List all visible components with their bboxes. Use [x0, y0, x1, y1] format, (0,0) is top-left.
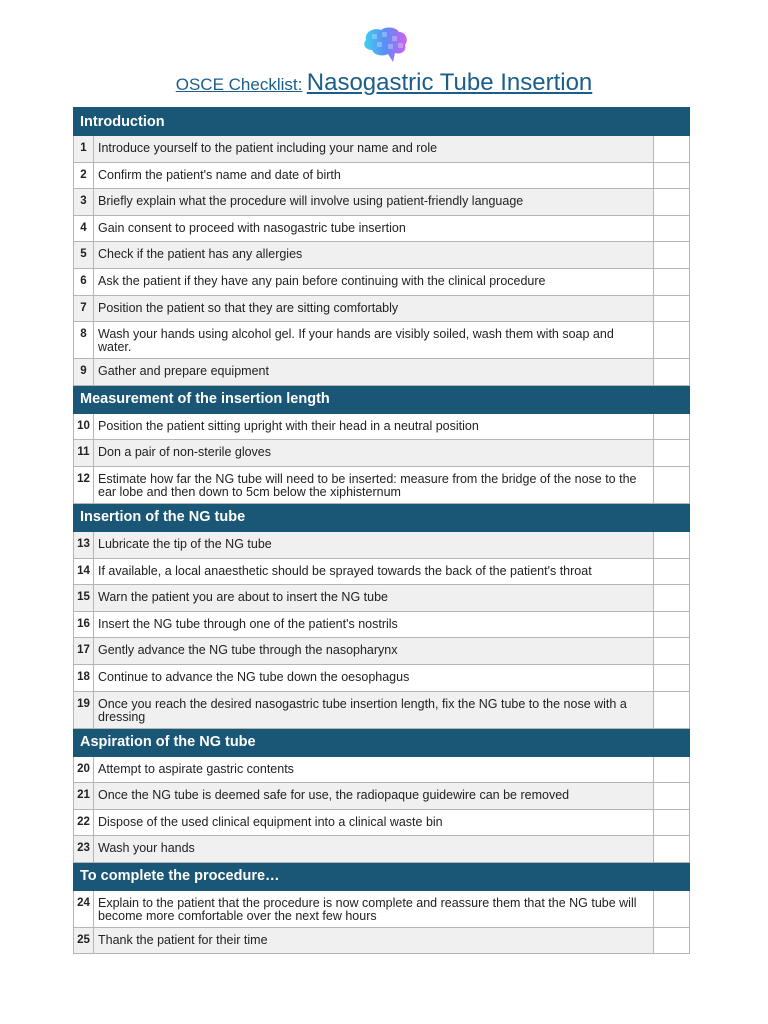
item-text: Continue to advance the NG tube down the oesophagus [94, 664, 654, 691]
item-text: Check if the patient has any allergies [94, 242, 654, 269]
checklist-row [74, 295, 690, 322]
item-checkbox[interactable] [653, 638, 689, 665]
item-checkbox[interactable] [653, 359, 689, 386]
item-checkbox[interactable] [653, 136, 689, 163]
item-text: Ask the patient if they have any pain before continuing with the clinical procedure [94, 268, 654, 295]
item-number: 19 [74, 691, 94, 728]
item-text: Gather and prepare equipment [94, 359, 654, 386]
item-checkbox[interactable] [653, 466, 689, 503]
checklist-row [74, 756, 690, 783]
section-header [74, 728, 690, 756]
checklist-row [74, 322, 690, 359]
item-text: Don a pair of non-sterile gloves [94, 440, 654, 467]
title-main: Nasogastric Tube Insertion [306, 69, 593, 96]
checklist-row [74, 691, 690, 728]
item-checkbox[interactable] [653, 611, 689, 638]
section-header [74, 108, 690, 136]
item-text: Position the patient so that they are sitting comfortably [94, 295, 654, 322]
checklist-body [74, 108, 690, 954]
item-text: Explain to the patient that the procedure is now complete and reassure them that the NG tube will become more comfortable over the next few hours [94, 890, 654, 927]
item-number: 22 [74, 809, 94, 836]
item-number: 20 [74, 756, 94, 783]
checklist-row [74, 927, 690, 954]
item-text: Insert the NG tube through one of the patient's nostrils [94, 611, 654, 638]
item-text: Wash your hands [94, 836, 654, 863]
item-number: 21 [74, 783, 94, 810]
section-header [74, 862, 690, 890]
item-number: 1 [74, 136, 94, 163]
item-checkbox[interactable] [653, 295, 689, 322]
item-number: 16 [74, 611, 94, 638]
item-text: Dispose of the used clinical equipment into a clinical waste bin [94, 809, 654, 836]
item-number: 2 [74, 162, 94, 189]
item-checkbox[interactable] [653, 413, 689, 440]
item-number: 4 [74, 215, 94, 242]
checklist-row [74, 558, 690, 585]
checklist-row [74, 268, 690, 295]
item-number: 10 [74, 413, 94, 440]
checklist-row [74, 638, 690, 665]
item-text: Estimate how far the NG tube will need to be inserted: measure from the bridge of the nose to the ear lobe and then down to 5cm below the xiphisternum [94, 466, 654, 503]
checklist-row [74, 466, 690, 503]
item-text: Once you reach the desired nasogastric tube insertion length, fix the NG tube to the nose with a dressing [94, 691, 654, 728]
item-number: 25 [74, 927, 94, 954]
checklist-row [74, 189, 690, 216]
item-text: Confirm the patient's name and date of birth [94, 162, 654, 189]
checklist-row [74, 611, 690, 638]
checklist-row [74, 413, 690, 440]
item-number: 18 [74, 664, 94, 691]
item-number: 8 [74, 322, 94, 359]
checklist-row [74, 531, 690, 558]
item-text: Once the NG tube is deemed safe for use, the radiopaque guidewire can be removed [94, 783, 654, 810]
item-checkbox[interactable] [653, 691, 689, 728]
item-number: 9 [74, 359, 94, 386]
item-text: Attempt to aspirate gastric contents [94, 756, 654, 783]
section-title: To complete the procedure… [74, 862, 690, 890]
item-text: Position the patient sitting upright with their head in a neutral position [94, 413, 654, 440]
item-text: If available, a local anaesthetic should be sprayed towards the back of the patient's throat [94, 558, 654, 585]
section-title: Introduction [74, 108, 690, 136]
item-text: Warn the patient you are about to insert the NG tube [94, 585, 654, 612]
item-text: Gain consent to proceed with nasogastric tube insertion [94, 215, 654, 242]
item-checkbox[interactable] [653, 531, 689, 558]
item-checkbox[interactable] [653, 162, 689, 189]
checklist-row [74, 440, 690, 467]
checklist-row [74, 242, 690, 269]
checklist-row [74, 136, 690, 163]
item-checkbox[interactable] [653, 927, 689, 954]
item-number: 11 [74, 440, 94, 467]
item-text: Gently advance the NG tube through the nasopharynx [94, 638, 654, 665]
checklist-row [74, 585, 690, 612]
item-text: Wash your hands using alcohol gel. If your hands are visibly soiled, wash them with soap and water. [94, 322, 654, 359]
item-number: 6 [74, 268, 94, 295]
item-number: 23 [74, 836, 94, 863]
section-title: Measurement of the insertion length [74, 385, 690, 413]
item-text: Briefly explain what the procedure will involve using patient-friendly language [94, 189, 654, 216]
checklist-row [74, 215, 690, 242]
item-number: 14 [74, 558, 94, 585]
checklist-row [74, 809, 690, 836]
item-number: 24 [74, 890, 94, 927]
item-number: 3 [74, 189, 94, 216]
section-title: Aspiration of the NG tube [74, 728, 690, 756]
checklist-table [73, 107, 690, 954]
section-header [74, 503, 690, 531]
item-checkbox[interactable] [653, 783, 689, 810]
item-checkbox[interactable] [653, 585, 689, 612]
item-checkbox[interactable] [653, 440, 689, 467]
checklist-row [74, 664, 690, 691]
item-checkbox[interactable] [653, 809, 689, 836]
item-checkbox[interactable] [653, 242, 689, 269]
item-number: 5 [74, 242, 94, 269]
item-number: 15 [74, 585, 94, 612]
item-checkbox[interactable] [653, 268, 689, 295]
checklist-row [74, 836, 690, 863]
item-text: Thank the patient for their time [94, 927, 654, 954]
page-title [0, 69, 768, 97]
item-text: Lubricate the tip of the NG tube [94, 531, 654, 558]
item-checkbox[interactable] [653, 322, 689, 359]
checklist-row [74, 890, 690, 927]
item-number: 13 [74, 531, 94, 558]
item-checkbox[interactable] [653, 756, 689, 783]
checklist-row [74, 359, 690, 386]
checklist-row [74, 783, 690, 810]
item-checkbox[interactable] [653, 215, 689, 242]
item-checkbox[interactable] [653, 664, 689, 691]
title-prefix: OSCE Checklist: [175, 75, 303, 94]
item-checkbox[interactable] [653, 836, 689, 863]
checklist-row [74, 162, 690, 189]
item-number: 12 [74, 466, 94, 503]
item-checkbox[interactable] [653, 890, 689, 927]
brain-logo-icon [360, 26, 410, 66]
item-text: Introduce yourself to the patient including your name and role [94, 136, 654, 163]
section-title: Insertion of the NG tube [74, 503, 690, 531]
item-checkbox[interactable] [653, 189, 689, 216]
section-header [74, 385, 690, 413]
item-number: 7 [74, 295, 94, 322]
item-checkbox[interactable] [653, 558, 689, 585]
item-number: 17 [74, 638, 94, 665]
